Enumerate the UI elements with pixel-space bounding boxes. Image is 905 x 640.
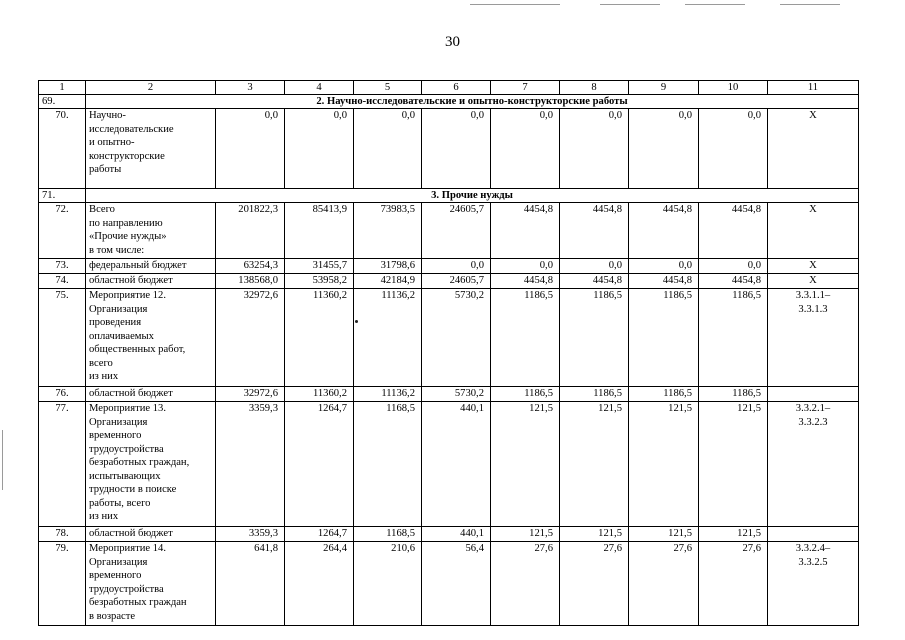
value-cell: 0,0 [699,109,768,189]
value-cell: 27,6 [491,542,560,626]
value-cell: 32972,6 [216,387,285,402]
value-cell: 641,8 [216,542,285,626]
value-cell: 11136,2 [354,387,422,402]
value-cell: 0,0 [422,109,491,189]
row-name: областной бюджет [86,274,216,289]
row-number: 73. [39,259,86,274]
column-header: 7 [491,81,560,95]
value-cell: 1264,7 [285,527,354,542]
row-name: Научно- исследовательские и опытно- конструкторские работы [86,109,216,189]
code-cell: X [768,274,859,289]
table-row [39,274,859,289]
value-cell: 121,5 [629,402,699,527]
value-cell: 0,0 [422,259,491,274]
value-cell: 138568,0 [216,274,285,289]
column-header: 5 [354,81,422,95]
row-name: Мероприятие 12. Организация проведения оплачиваемых общественных работ, всего из них [86,289,216,387]
row-number: 71. [39,189,86,203]
scan-edge-line [685,4,745,5]
row-number: 78. [39,527,86,542]
table-row [39,387,859,402]
value-cell: 0,0 [285,109,354,189]
value-cell: 4454,8 [699,274,768,289]
row-name: Мероприятие 13. Организация временного трудоустройства безработных граждан, испытывающих трудности в поиске работы, всего из них [86,402,216,527]
code-cell: X [768,203,859,259]
value-cell: 1264,7 [285,402,354,527]
budget-table [38,80,859,626]
value-cell: 11360,2 [285,387,354,402]
row-number: 75. [39,289,86,387]
row-number: 79. [39,542,86,626]
code-cell: 3.3.2.4– 3.3.2.5 [768,542,859,626]
value-cell: 31455,7 [285,259,354,274]
column-header: 3 [216,81,285,95]
section-title: 3. Прочие нужды [86,189,859,203]
value-cell: 1186,5 [491,387,560,402]
value-cell: 0,0 [216,109,285,189]
value-cell: 440,1 [422,402,491,527]
value-cell: 1168,5 [354,527,422,542]
column-header: 10 [699,81,768,95]
value-cell: 1186,5 [560,289,629,387]
row-name: областной бюджет [86,387,216,402]
value-cell: 63254,3 [216,259,285,274]
column-header: 1 [39,81,86,95]
value-cell: 1186,5 [699,289,768,387]
column-header: 4 [285,81,354,95]
value-cell: 210,6 [354,542,422,626]
table-row [39,402,859,527]
value-cell: 0,0 [354,109,422,189]
value-cell: 27,6 [560,542,629,626]
value-cell: 121,5 [699,527,768,542]
row-number: 72. [39,203,86,259]
value-cell: 4454,8 [491,274,560,289]
value-cell: 121,5 [560,527,629,542]
value-cell: 4454,8 [629,203,699,259]
value-cell: 31798,6 [354,259,422,274]
column-header: 2 [86,81,216,95]
value-cell: 440,1 [422,527,491,542]
code-cell: X [768,109,859,189]
row-number: 74. [39,274,86,289]
value-cell: 264,4 [285,542,354,626]
code-cell [768,527,859,542]
table-row [39,109,859,189]
value-cell: 4454,8 [560,274,629,289]
value-cell: 32972,6 [216,289,285,387]
value-cell: 1186,5 [629,387,699,402]
value-cell: 1168,5 [354,402,422,527]
value-cell: 73983,5 [354,203,422,259]
row-number: 77. [39,402,86,527]
value-cell: 0,0 [629,259,699,274]
table-row [39,259,859,274]
row-number: 76. [39,387,86,402]
value-cell: 4454,8 [491,203,560,259]
table-row [39,203,859,259]
value-cell: 0,0 [560,259,629,274]
value-cell: 121,5 [629,527,699,542]
value-cell: 11136,2 [354,289,422,387]
value-cell: 27,6 [629,542,699,626]
page-number: 30 [445,34,460,50]
value-cell: 121,5 [699,402,768,527]
value-cell: 121,5 [491,527,560,542]
row-name: федеральный бюджет [86,259,216,274]
value-cell: 0,0 [699,259,768,274]
value-cell: 4454,8 [560,203,629,259]
code-cell: 3.3.1.1– 3.3.1.3 [768,289,859,387]
value-cell: 56,4 [422,542,491,626]
row-name: Мероприятие 14. Организация временного трудоустройства безработных граждан в возрасте [86,542,216,626]
column-header: 8 [560,81,629,95]
table-row [39,289,859,387]
value-cell: 4454,8 [629,274,699,289]
scan-edge-line [600,4,660,5]
column-header-row [39,81,859,95]
section-title: 2. Научно-исследовательские и опытно-конструкторские работы [86,95,859,109]
scan-edge-line [470,4,560,5]
scan-edge-line [780,4,840,5]
value-cell: 0,0 [560,109,629,189]
code-cell: 3.3.2.1– 3.3.2.3 [768,402,859,527]
row-name: Всего по направлению «Прочие нужды» в том числе: [86,203,216,259]
value-cell: 0,0 [491,259,560,274]
value-cell: 3359,3 [216,402,285,527]
section-row [39,189,859,203]
table-row [39,542,859,626]
value-cell: 201822,3 [216,203,285,259]
value-cell: 1186,5 [629,289,699,387]
value-cell: 1186,5 [491,289,560,387]
value-cell: 11360,2 [285,289,354,387]
row-number: 69. [39,95,86,109]
column-header: 9 [629,81,699,95]
value-cell: 5730,2 [422,387,491,402]
value-cell: 53958,2 [285,274,354,289]
value-cell: 1186,5 [699,387,768,402]
value-cell: 121,5 [560,402,629,527]
code-cell: X [768,259,859,274]
value-cell: 5730,2 [422,289,491,387]
row-name: областной бюджет [86,527,216,542]
value-cell: 0,0 [491,109,560,189]
value-cell: 24605,7 [422,203,491,259]
column-header: 11 [768,81,859,95]
table-row [39,527,859,542]
value-cell: 24605,7 [422,274,491,289]
value-cell: 42184,9 [354,274,422,289]
section-row [39,95,859,109]
value-cell: 1186,5 [560,387,629,402]
value-cell: 85413,9 [285,203,354,259]
row-number: 70. [39,109,86,189]
value-cell: 121,5 [491,402,560,527]
value-cell: 4454,8 [699,203,768,259]
value-cell: 0,0 [629,109,699,189]
column-header: 6 [422,81,491,95]
code-cell [768,387,859,402]
margin-mark [2,430,3,490]
value-cell: 27,6 [699,542,768,626]
value-cell: 3359,3 [216,527,285,542]
